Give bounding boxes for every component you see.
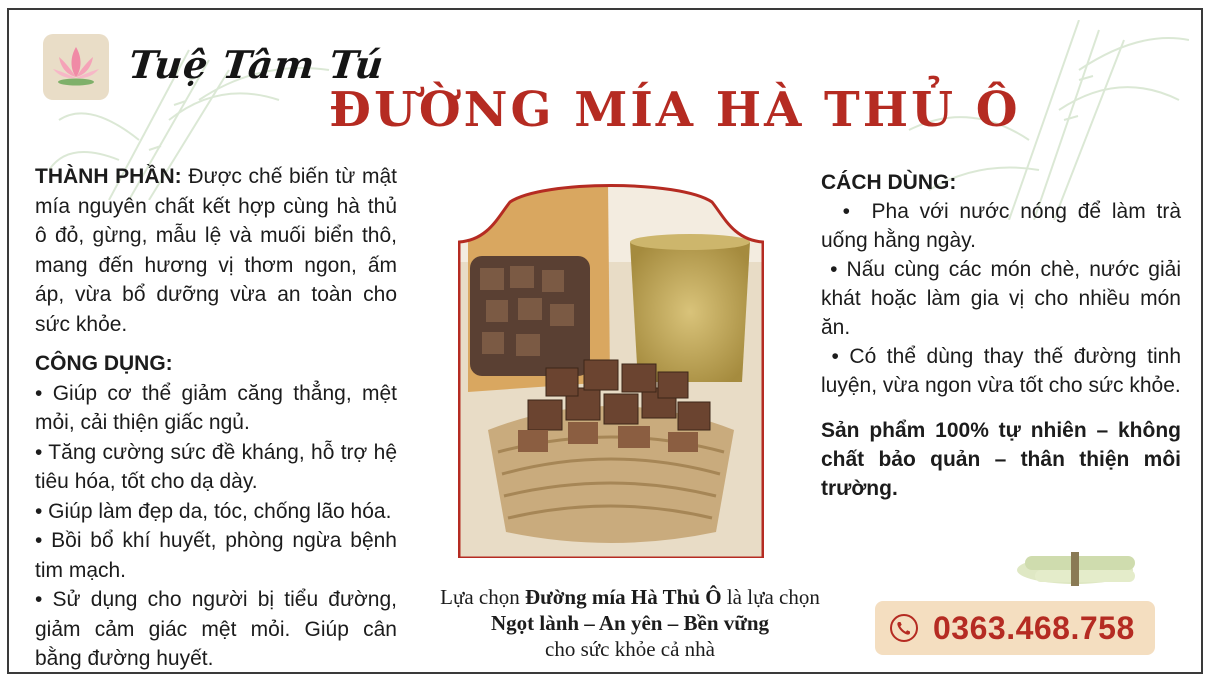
left-column xyxy=(35,162,397,674)
usage-item: • Có thể dùng thay thế đường tinh luyện, vừa ngon vừa tốt cho sức khỏe. xyxy=(821,345,1187,397)
logo-badge xyxy=(43,34,109,100)
benefit-item: • Giúp cơ thể giảm căng thẳng, mệt mỏi, cải thiện giấc ngủ. xyxy=(35,381,397,434)
ingredients-text: Được chế biến từ mật mía nguyên chất kết hợp cùng hà thủ ô đỏ, gừng, mẫu lệ và muối biển thô, mang đến hương vị thơm ngon, ấm áp, vừa bổ dưỡng vừa an toàn cho sức khỏe. xyxy=(35,165,397,336)
caption-line-1 xyxy=(409,584,851,610)
product-photo xyxy=(458,182,764,558)
benefit-item: • Sử dụng cho người bị tiểu đường, giảm cảm giác mệt mỏi. Giúp cân bằng đường huyết. xyxy=(35,588,397,670)
right-column xyxy=(821,168,1187,503)
ingredients-heading: THÀNH PHẦN: xyxy=(35,165,182,188)
usage-item: • Pha với nước nóng để làm trà uống hằng ngày. xyxy=(821,200,1187,252)
brand-name: Tuệ Tâm Tú xyxy=(126,42,387,87)
caption-line-2 xyxy=(409,610,851,636)
phone-icon xyxy=(889,613,919,643)
sugarcane-bundle-icon xyxy=(1015,530,1145,600)
poster-frame xyxy=(7,8,1203,674)
caption-suffix: là lựa chọn xyxy=(721,585,820,609)
ingredients-paragraph xyxy=(35,162,397,339)
caption-product-name: Đường mía Hà Thủ Ô xyxy=(525,585,722,609)
lotus-icon xyxy=(51,43,101,92)
photo-caption xyxy=(409,584,851,662)
natural-claim: Sản phẩm 100% tự nhiên – không chất bảo quản – thân thiện môi trường. xyxy=(821,419,1181,500)
benefit-item: • Bồi bổ khí huyết, phòng ngừa bệnh tim mạch. xyxy=(35,529,397,582)
phone-number[interactable]: 0363.468.758 xyxy=(933,609,1135,646)
benefit-item: • Giúp làm đẹp da, tóc, chống lão hóa. xyxy=(35,499,392,523)
caption-prefix: Lựa chọn xyxy=(440,585,526,609)
usage-heading: CÁCH DÙNG: xyxy=(821,171,957,194)
benefit-item: • Tăng cường sức đề kháng, hỗ trợ hệ tiêu hóa, tốt cho dạ dày. xyxy=(35,440,397,493)
caption-line-3: cho sức khỏe cả nhà xyxy=(545,637,715,661)
caption-slogan: Ngọt lành – An yên – Bền vững xyxy=(490,611,770,635)
usage-item: • Nấu cùng các món chè, nước giải khát hoặc làm gia vị cho nhiều món ăn. xyxy=(821,258,1187,339)
benefits-heading: CÔNG DỤNG: xyxy=(35,352,173,375)
page-title: ĐƯỜNG MÍA HÀ THỦ Ô xyxy=(329,82,1021,138)
phone-badge[interactable] xyxy=(875,601,1155,655)
